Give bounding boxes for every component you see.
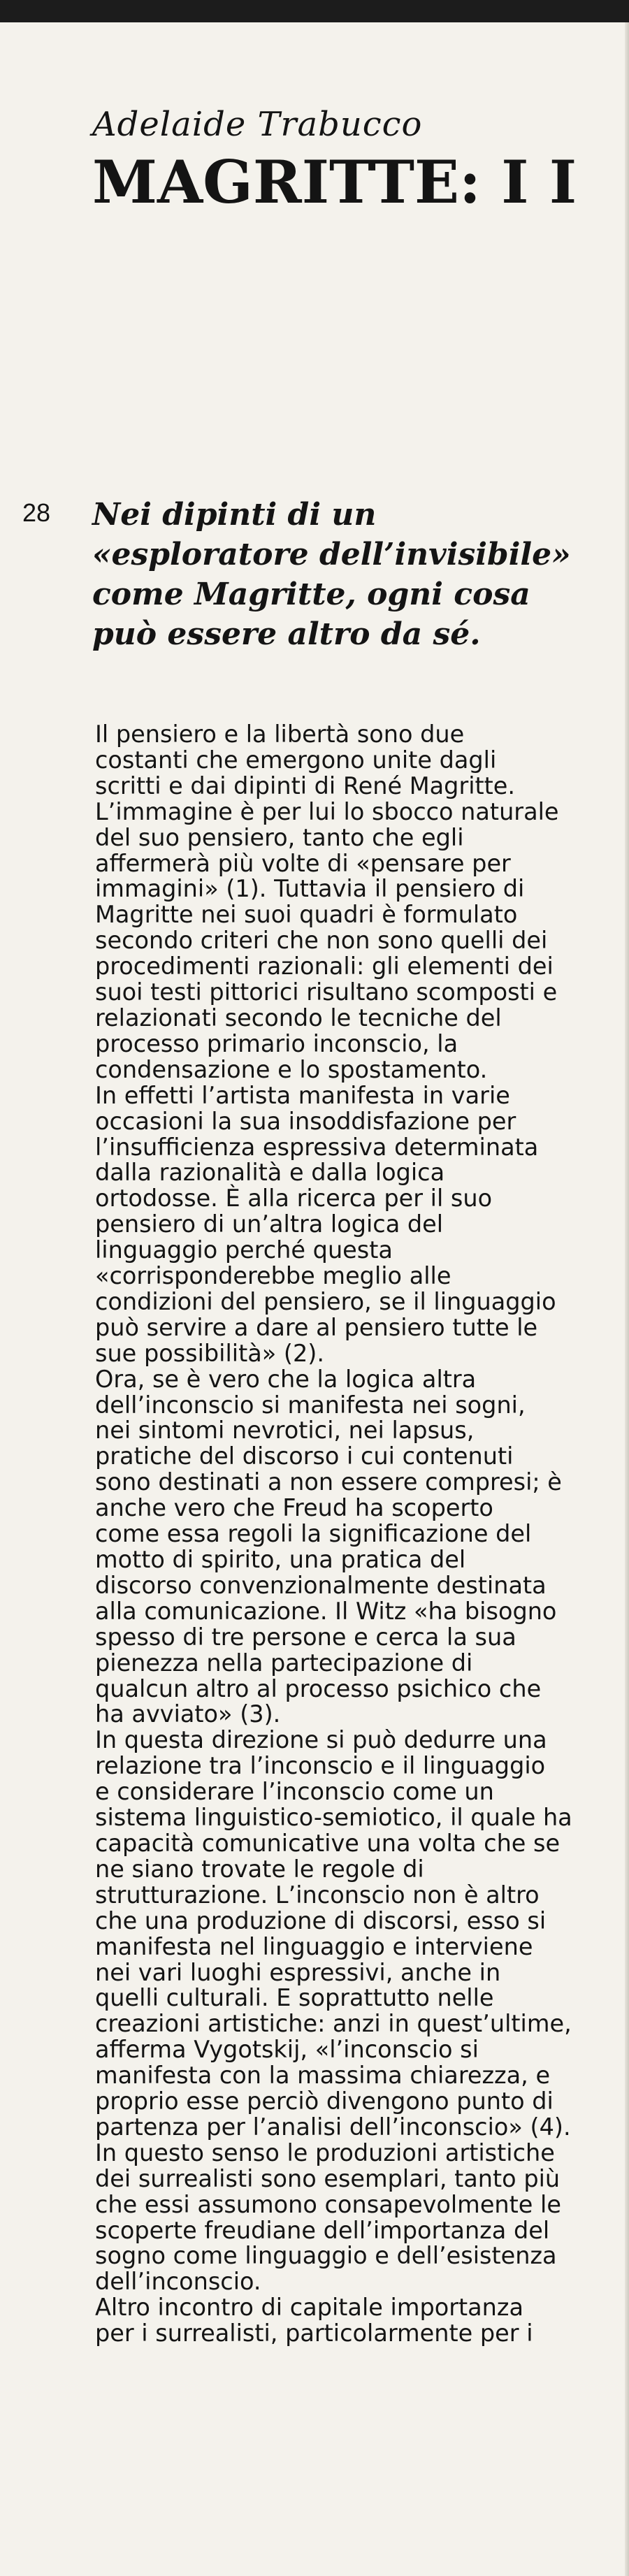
body-text-line: sue possibilità» (2).	[95, 1339, 325, 1367]
body-text-line: manifesta nel linguaggio e interviene	[95, 1932, 533, 1960]
body-text-line: relazionati secondo le tecniche del	[95, 1004, 502, 1032]
body-text-line: può servire a dare al pensiero tutte le	[95, 1313, 538, 1341]
body-text-line: partenza per l’analisi dell’inconscio» (4).	[95, 2113, 571, 2141]
body-text-line: Magritte nei suoi quadri è formulato	[95, 901, 518, 929]
body-text-line: spesso di tre persone e cerca la sua	[95, 1623, 516, 1651]
body-text-line: costanti che emergono unite dagli	[95, 746, 497, 774]
body-text-line: secondo criteri che non sono quelli dei	[95, 927, 548, 955]
body-text-line: l’insufficienza espressiva determinata	[95, 1133, 539, 1161]
body-text-line: immagini» (1). Tuttavia il pensiero di	[95, 875, 525, 903]
body-text-line: pensiero di un’altra logica del	[95, 1210, 444, 1238]
body-text-line: sono destinati a non essere compresi; è	[95, 1468, 562, 1496]
body-text-line: affermerà più volte di «pensare per	[95, 849, 511, 877]
body-text-line: procedimenti razionali: gli elementi dei	[95, 953, 554, 981]
body-text-line: occasioni la sua insoddisfazione per	[95, 1107, 516, 1135]
body-text-line: pienezza nella partecipazione di	[95, 1649, 473, 1677]
body-text-line: afferma Vygotskij, «l’inconscio si	[95, 2036, 479, 2064]
body-text-line: condizioni del pensiero, se il linguaggio	[95, 1287, 556, 1315]
body-text-line: In effetti l’artista manifesta in varie	[95, 1081, 510, 1109]
body-text-line: motto di spirito, una pratica del	[95, 1546, 466, 1573]
body-text-line: suoi testi pittorici risultano scomposti e	[95, 978, 558, 1006]
article-title: MAGRITTE: I I	[92, 147, 577, 217]
body-text-line: che una produzione di discorsi, esso si	[95, 1906, 547, 1934]
body-text-line: che essi assumono consapevolmente le	[95, 2190, 561, 2218]
body-text-line: Altro incontro di capitale importanza	[95, 2294, 523, 2322]
body-text-line: anche vero che Freud ha scoperto	[95, 1494, 493, 1522]
body-text-line: dell’inconscio si manifesta nei sogni,	[95, 1391, 526, 1419]
body-text-line: creazioni artistiche: anzi in quest’ultime,	[95, 2010, 572, 2038]
body-text-line: dei surrealisti sono esemplari, tanto più	[95, 2164, 561, 2192]
body-text-line: discorso convenzionalmente destinata	[95, 1571, 547, 1599]
body-text-line: relazione tra l’inconscio e il linguaggio	[95, 1752, 546, 1780]
lead-line: Nei dipinti di un	[92, 497, 377, 533]
body-text-line: Il pensiero e la libertà sono due	[95, 721, 465, 748]
body-text-line: ortodosse. È alla ricerca per il suo	[95, 1185, 493, 1213]
body-text-line: del suo pensiero, tanto che egli	[95, 823, 464, 851]
body-text-line: dalla razionalità e dalla logica	[95, 1159, 445, 1187]
lead-paragraph	[92, 495, 581, 654]
body-text-line: e considerare l’inconscio come un	[95, 1778, 494, 1806]
body-text-line: manifesta con la massima chiarezza, e	[95, 2062, 551, 2090]
body-text-line: strutturazione. L’inconscio non è altro	[95, 1881, 540, 1909]
body-text-line: linguaggio perché questa	[95, 1236, 393, 1264]
body-text-line: In questa direzione si può dedurre una	[95, 1726, 547, 1754]
page-number: 28	[22, 498, 51, 527]
lead-line: «esploratore dell’invisibile»	[92, 537, 571, 572]
body-text-line: «corrisponderebbe meglio alle	[95, 1262, 451, 1290]
body-text-line: scoperte freudiane dell’importanza del	[95, 2216, 550, 2244]
body-text-line: sistema linguistico-semiotico, il quale ha	[95, 1804, 572, 1832]
body-paragraph	[95, 722, 612, 2347]
body-text-line: nei vari luoghi espressivi, anche in	[95, 1958, 501, 1986]
body-text-line: dell’inconscio.	[95, 2268, 261, 2296]
body-text-line: come essa regoli la significazione del	[95, 1520, 532, 1548]
body-text-line: ha avviato» (3).	[95, 1700, 281, 1728]
body-text-line: proprio esse perciò divengono punto di	[95, 2087, 554, 2115]
body-text-line: scritti e dai dipinti di René Magritte.	[95, 772, 516, 799]
body-text-line: condensazione e lo spostamento.	[95, 1055, 488, 1083]
body-text-line: quelli culturali. E soprattutto nelle	[95, 1984, 494, 2012]
body-text-line: processo primario inconscio, la	[95, 1029, 458, 1057]
body-text-line: per i surrealisti, particolarmente per i	[95, 2320, 533, 2347]
body-text-line: nei sintomi nevrotici, nei lapsus,	[95, 1417, 475, 1445]
body-text-line: pratiche del discorso i cui contenuti	[95, 1442, 514, 1470]
body-text-line: In questo senso le produzioni artistiche	[95, 2139, 555, 2166]
lead-line: può essere altro da sé.	[92, 616, 481, 652]
author-name: Adelaide Trabucco	[92, 105, 423, 144]
body-text-line: sogno come linguaggio e dell’esistenza	[95, 2242, 557, 2270]
body-text-line: alla comunicazione. Il Witz «ha bisogno	[95, 1597, 557, 1625]
lead-line: come Magritte, ogni cosa	[92, 577, 530, 612]
body-text-line: Ora, se è vero che la logica altra	[95, 1365, 477, 1393]
body-text-line: qualcun altro al processo psichico che	[95, 1674, 542, 1702]
body-text-line: L’immagine è per lui lo sbocco naturale	[95, 797, 559, 825]
top-dark-border	[0, 0, 629, 22]
body-text-line: capacità comunicative una volta che se	[95, 1829, 561, 1857]
page-right-edge	[625, 22, 629, 2576]
body-text-line: ne siano trovate le regole di	[95, 1855, 424, 1883]
